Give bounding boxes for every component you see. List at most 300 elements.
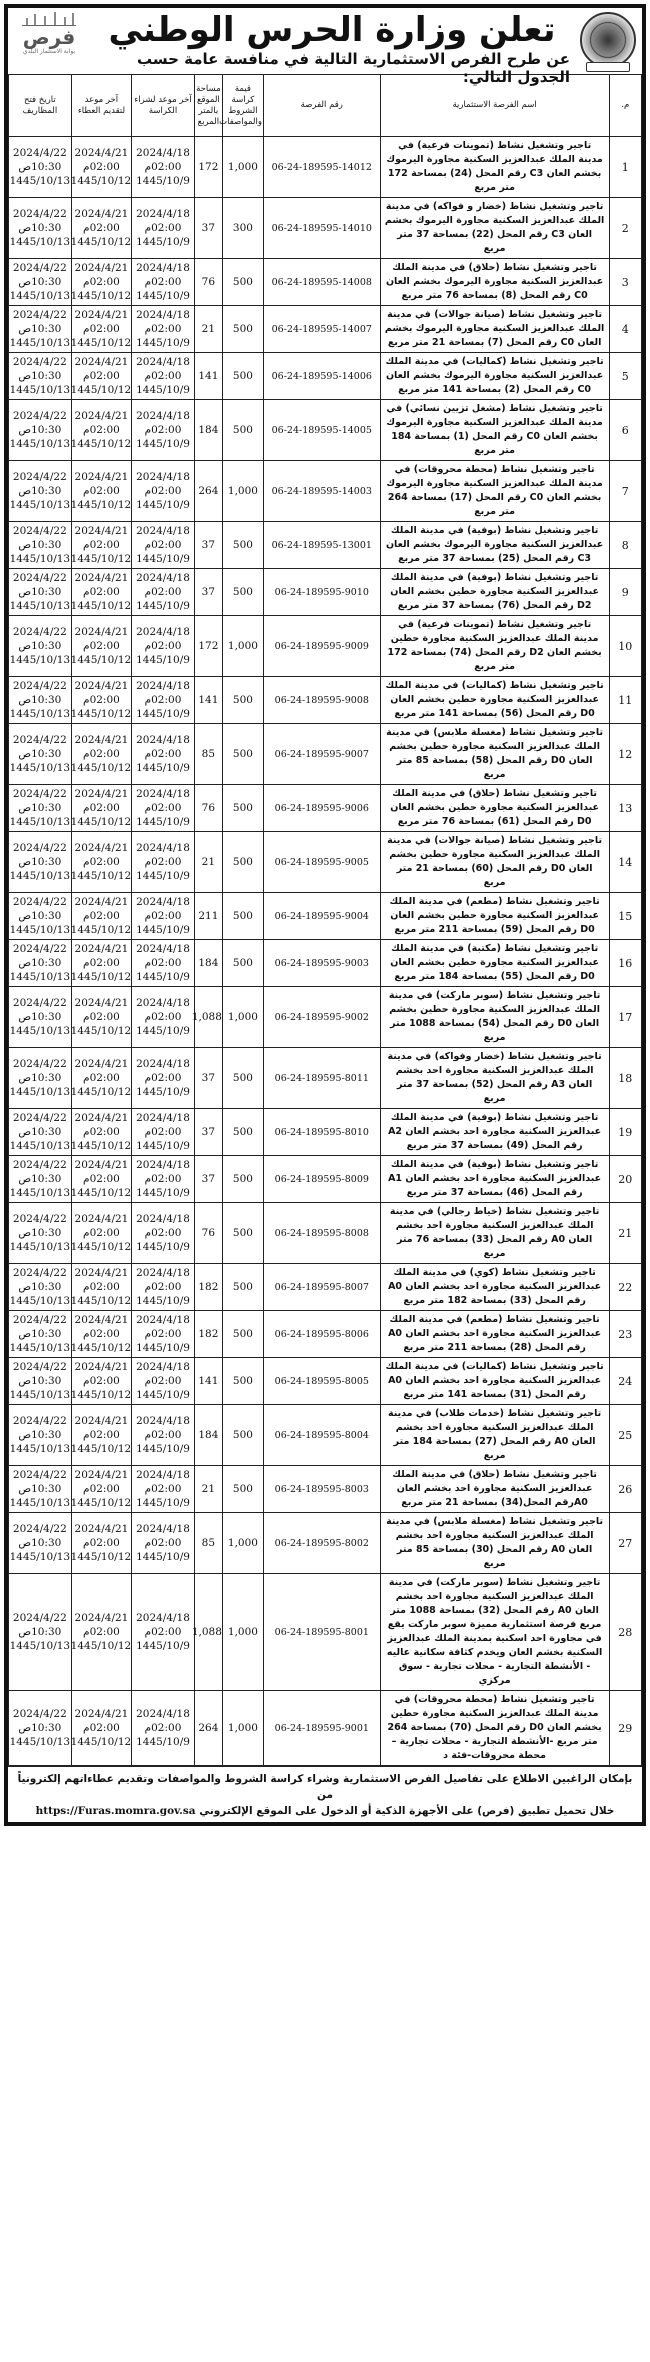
buy-deadline	[132, 1203, 195, 1264]
buy-deadline-time: 02:00م	[144, 222, 182, 234]
buy-deadline-hijri: 1445/10/9	[136, 870, 190, 882]
opening-date-hijri: 1445/10/13	[9, 816, 71, 828]
opening-date-gregorian: 2024/4/22	[12, 1361, 67, 1373]
opening-date	[9, 1358, 72, 1405]
buy-deadline-gregorian: 2024/4/18	[136, 1708, 190, 1720]
submit-deadline-gregorian: 2024/4/21	[74, 1708, 129, 1720]
opening-date-time: 10:30ص	[18, 1537, 62, 1549]
buy-deadline-gregorian: 2024/4/18	[136, 896, 190, 908]
row-index: 6	[609, 400, 641, 461]
submit-deadline	[71, 832, 131, 893]
opening-date	[9, 724, 72, 785]
submit-deadline-gregorian: 2024/4/21	[74, 262, 129, 274]
opportunity-number: 06-24-189595-9004	[263, 893, 380, 940]
submit-deadline-time: 02:00م	[83, 1375, 120, 1387]
opportunity-number: 06-24-189595-8008	[263, 1203, 380, 1264]
site-area: 21	[194, 306, 222, 353]
opportunity-name: تاجير وتشغيل نشاط (بوفية) في مدينة الملك عبدالعزيز السكنية مجاورة احد بخشم العان A2 رقم المحل (49) بمساحة 37 متر مربع	[380, 1109, 609, 1156]
opportunity-number: 06-24-189595-8007	[263, 1264, 380, 1311]
row-index: 27	[609, 1513, 641, 1574]
opening-date-time: 10:30ص	[18, 1375, 62, 1387]
opening-date-hijri: 1445/10/13	[9, 290, 71, 302]
opening-date-gregorian: 2024/4/22	[12, 997, 67, 1009]
table-row	[9, 353, 642, 400]
buy-deadline	[132, 987, 195, 1048]
buy-deadline-time: 02:00م	[144, 1483, 182, 1495]
opportunity-number: 06-24-189595-8010	[263, 1109, 380, 1156]
row-index: 9	[609, 569, 641, 616]
table-row	[9, 1048, 642, 1109]
buy-deadline-gregorian: 2024/4/18	[136, 1159, 190, 1171]
opening-date-hijri: 1445/10/13	[9, 1551, 71, 1563]
col-header-buy-deadline: آخر موعد لشراء الكراسة	[132, 75, 195, 137]
buy-deadline-hijri: 1445/10/9	[136, 1025, 190, 1037]
buy-deadline	[132, 785, 195, 832]
table-row	[9, 522, 642, 569]
booklet-price: 500	[222, 1203, 263, 1264]
buy-deadline	[132, 893, 195, 940]
opening-date-gregorian: 2024/4/22	[12, 1112, 67, 1124]
booklet-price: 300	[222, 198, 263, 259]
opening-date-hijri: 1445/10/13	[9, 1443, 71, 1455]
opening-date-gregorian: 2024/4/22	[12, 896, 67, 908]
opportunity-name: تاجير وتشغيل نشاط (تموينات فرعية) في مدينة الملك عبدالعزيز السكنية مجاورة حطين بخشم العان D2 رقم المحل (74) بمساحة 172 متر مربع	[380, 616, 609, 677]
opening-date-hijri: 1445/10/13	[9, 1140, 71, 1152]
buy-deadline-time: 02:00م	[144, 424, 182, 436]
buy-deadline-hijri: 1445/10/9	[136, 1342, 190, 1354]
footer-line-2-text: خلال تحميل تطبيق (فرص) على الأجهزة الذكية أو الدخول على الموقع الإلكتروني	[199, 1805, 615, 1817]
opportunity-number: 06-24-189595-14012	[263, 137, 380, 198]
booklet-price: 500	[222, 940, 263, 987]
table-row	[9, 785, 642, 832]
submit-deadline-time: 02:00م	[83, 539, 120, 551]
submit-deadline-gregorian: 2024/4/21	[74, 572, 129, 584]
buy-deadline-hijri: 1445/10/9	[136, 1140, 190, 1152]
opening-date-hijri: 1445/10/13	[9, 1497, 71, 1509]
opening-date-time: 10:30ص	[18, 694, 62, 706]
submit-deadline-time: 02:00م	[83, 957, 120, 969]
booklet-price: 500	[222, 1358, 263, 1405]
site-area: 182	[194, 1311, 222, 1358]
buy-deadline-hijri: 1445/10/9	[136, 1736, 190, 1748]
table-row	[9, 677, 642, 724]
opportunity-number: 06-24-189595-9006	[263, 785, 380, 832]
opportunity-name: تاجير وتشغيل نشاط (كماليات) في مدينة الملك عبدالعزيز السكنية مجاورة احد بخشم العان A0 رقم المحل (31) بمساحة 141 متر مربع	[380, 1358, 609, 1405]
submit-deadline-gregorian: 2024/4/21	[74, 788, 129, 800]
submit-deadline-gregorian: 2024/4/21	[74, 1523, 129, 1535]
opening-date	[9, 400, 72, 461]
buy-deadline-hijri: 1445/10/9	[136, 1295, 190, 1307]
opening-date-hijri: 1445/10/13	[9, 553, 71, 565]
opening-date-time: 10:30ص	[18, 910, 62, 922]
booklet-price: 500	[222, 1156, 263, 1203]
buy-deadline-time: 02:00م	[144, 1328, 182, 1340]
opening-date-gregorian: 2024/4/22	[12, 1523, 67, 1535]
buy-deadline-gregorian: 2024/4/18	[136, 1213, 190, 1225]
opening-date	[9, 461, 72, 522]
submit-deadline-hijri: 1445/10/12	[70, 1736, 132, 1748]
table-row	[9, 1358, 642, 1405]
submit-deadline	[71, 616, 131, 677]
submit-deadline-gregorian: 2024/4/21	[74, 734, 129, 746]
opportunity-number: 06-24-189595-8004	[263, 1405, 380, 1466]
opportunity-name: تاجير وتشغيل نشاط (حلاق) في مدينة الملك عبدالعزيز السكنية مجاورة احد بخشم العان A0رقم المحل(34) بمساحة 21 متر مربع	[380, 1466, 609, 1513]
submit-deadline-time: 02:00م	[83, 856, 120, 868]
opportunity-name: تاجير وتشغيل نشاط (مكتبة) في مدينة الملك عبدالعزيز السكنية مجاورة حطين بخشم العان D0 رقم المحل (55) بمساحة 184 متر مربع	[380, 940, 609, 987]
buy-deadline-hijri: 1445/10/9	[136, 290, 190, 302]
opening-date-time: 10:30ص	[18, 957, 62, 969]
opening-date-hijri: 1445/10/13	[9, 1736, 71, 1748]
opening-date	[9, 1466, 72, 1513]
submit-deadline-time: 02:00م	[83, 1328, 120, 1340]
submit-deadline-hijri: 1445/10/12	[70, 816, 132, 828]
opening-date-hijri: 1445/10/13	[9, 1025, 71, 1037]
buy-deadline-gregorian: 2024/4/18	[136, 525, 190, 537]
national-guard-emblem-icon	[580, 12, 636, 68]
submit-deadline-time: 02:00م	[83, 370, 120, 382]
row-index: 14	[609, 832, 641, 893]
opening-date-time: 10:30ص	[18, 748, 62, 760]
submit-deadline-time: 02:00م	[83, 1072, 120, 1084]
submit-deadline-hijri: 1445/10/12	[70, 236, 132, 248]
row-index: 17	[609, 987, 641, 1048]
buy-deadline	[132, 940, 195, 987]
buy-deadline-time: 02:00م	[144, 640, 182, 652]
submit-deadline-gregorian: 2024/4/21	[74, 1361, 129, 1373]
table-row	[9, 461, 642, 522]
site-area: 184	[194, 400, 222, 461]
opening-date-time: 10:30ص	[18, 1227, 62, 1239]
submit-deadline-gregorian: 2024/4/21	[74, 1612, 129, 1624]
buy-deadline	[132, 1109, 195, 1156]
submit-deadline	[71, 353, 131, 400]
furas-website-link[interactable]: https://Furas.momra.gov.sa	[35, 1805, 196, 1817]
buy-deadline-gregorian: 2024/4/18	[136, 1361, 190, 1373]
col-header-booklet-price: قيمة كراسة الشروط والمواصفات	[222, 75, 263, 137]
site-area: 211	[194, 893, 222, 940]
opening-date	[9, 1109, 72, 1156]
opening-date	[9, 1156, 72, 1203]
opening-date-gregorian: 2024/4/22	[12, 208, 67, 220]
submit-deadline-gregorian: 2024/4/21	[74, 943, 129, 955]
buy-deadline-hijri: 1445/10/9	[136, 1640, 190, 1652]
opening-date-hijri: 1445/10/13	[9, 337, 71, 349]
buy-deadline	[132, 306, 195, 353]
row-index: 24	[609, 1358, 641, 1405]
submit-deadline	[71, 400, 131, 461]
opportunity-name: تاجير وتشغيل نشاط (محطة محروقات) في مدينة الملك عبدالعزيز السكنية مجاورة اليرموك بخشم العان C0 رقم المحل (17) بمساحة 264 متر مربع	[380, 461, 609, 522]
opening-date-hijri: 1445/10/13	[9, 654, 71, 666]
opportunity-number: 06-24-189595-14008	[263, 259, 380, 306]
buy-deadline-gregorian: 2024/4/18	[136, 1612, 190, 1624]
opening-date	[9, 832, 72, 893]
opening-date-time: 10:30ص	[18, 1072, 62, 1084]
opportunity-number: 06-24-189595-14007	[263, 306, 380, 353]
opening-date-gregorian: 2024/4/22	[12, 842, 67, 854]
opening-date-gregorian: 2024/4/22	[12, 1267, 67, 1279]
submit-deadline-hijri: 1445/10/12	[70, 654, 132, 666]
site-area: 37	[194, 522, 222, 569]
table-row	[9, 987, 642, 1048]
submit-deadline-hijri: 1445/10/12	[70, 1497, 132, 1509]
buy-deadline-hijri: 1445/10/9	[136, 1389, 190, 1401]
buy-deadline-time: 02:00م	[144, 802, 182, 814]
opportunity-name: تاجير وتشغيل نشاط (سوبر ماركت) في مدينة الملك عبدالعزيز السكنية مجاورة حطين بخشم العان D0 رقم المحل (54) بمساحة 1088 متر مربع	[380, 987, 609, 1048]
row-index: 22	[609, 1264, 641, 1311]
submit-deadline-hijri: 1445/10/12	[70, 870, 132, 882]
buy-deadline	[132, 198, 195, 259]
submit-deadline	[71, 1311, 131, 1358]
site-area: 264	[194, 1691, 222, 1766]
opening-date-hijri: 1445/10/13	[9, 1342, 71, 1354]
opening-date-gregorian: 2024/4/22	[12, 1469, 67, 1481]
row-index: 16	[609, 940, 641, 987]
opening-date-gregorian: 2024/4/22	[12, 262, 67, 274]
submit-deadline-hijri: 1445/10/12	[70, 600, 132, 612]
opening-date-time: 10:30ص	[18, 1328, 62, 1340]
opening-date-time: 10:30ص	[18, 424, 62, 436]
submit-deadline-gregorian: 2024/4/21	[74, 356, 129, 368]
booklet-price: 500	[222, 724, 263, 785]
tender-advertisement	[4, 4, 646, 1826]
buy-deadline-time: 02:00م	[144, 1375, 182, 1387]
submit-deadline	[71, 1405, 131, 1466]
submit-deadline-time: 02:00م	[83, 485, 120, 497]
row-index: 15	[609, 893, 641, 940]
opportunity-name: تاجير وتشغيل نشاط (مشغل تزيين نسائي) في مدينة الملك عبدالعزيز السكنية مجاورة اليرموك بخشم العان C0 رقم المحل (1) بمساحة 184 متر مربع	[380, 400, 609, 461]
submit-deadline-time: 02:00م	[83, 1173, 120, 1185]
buy-deadline-time: 02:00م	[144, 1722, 182, 1734]
booklet-price: 1,000	[222, 461, 263, 522]
buy-deadline-hijri: 1445/10/9	[136, 1497, 190, 1509]
opening-date-hijri: 1445/10/13	[9, 1086, 71, 1098]
buy-deadline-time: 02:00م	[144, 539, 182, 551]
buy-deadline	[132, 1358, 195, 1405]
opening-date-time: 10:30ص	[18, 586, 62, 598]
buy-deadline-gregorian: 2024/4/18	[136, 356, 190, 368]
opportunity-name: تاجير وتشغيل نشاط (بوفية) في مدينة الملك عبدالعزيز السكنية مجاورة حطين بخشم العان D2 رقم المحل (76) بمساحة 37 متر مربع	[380, 569, 609, 616]
site-area: 76	[194, 1203, 222, 1264]
buy-deadline-hijri: 1445/10/9	[136, 1086, 190, 1098]
site-area: 37	[194, 569, 222, 616]
submit-deadline-hijri: 1445/10/12	[70, 337, 132, 349]
opening-date-time: 10:30ص	[18, 1626, 62, 1638]
opportunity-number: 06-24-189595-9007	[263, 724, 380, 785]
submit-deadline-time: 02:00م	[83, 1011, 120, 1023]
opening-date-gregorian: 2024/4/22	[12, 943, 67, 955]
table-row	[9, 1466, 642, 1513]
buy-deadline-hijri: 1445/10/9	[136, 384, 190, 396]
submit-deadline	[71, 198, 131, 259]
booklet-price: 500	[222, 522, 263, 569]
opportunity-name: تاجير وتشغيل نشاط (كوي) في مدينة الملك عبدالعزيز السكنية مجاورة احد بخشم العان A0 رقم المحل (33) بمساحة 182 متر مربع	[380, 1264, 609, 1311]
buy-deadline	[132, 400, 195, 461]
buy-deadline-hijri: 1445/10/9	[136, 816, 190, 828]
booklet-price: 500	[222, 569, 263, 616]
buy-deadline	[132, 1574, 195, 1691]
row-index: 18	[609, 1048, 641, 1109]
buy-deadline-gregorian: 2024/4/18	[136, 1267, 190, 1279]
col-header-area: مساحة الموقع بالمتر المربع	[194, 75, 222, 137]
submit-deadline-gregorian: 2024/4/21	[74, 1213, 129, 1225]
submit-deadline-gregorian: 2024/4/21	[74, 525, 129, 537]
site-area: 21	[194, 1466, 222, 1513]
buy-deadline-time: 02:00م	[144, 1011, 182, 1023]
table-row	[9, 137, 642, 198]
buy-deadline-gregorian: 2024/4/18	[136, 1314, 190, 1326]
opening-date	[9, 198, 72, 259]
submit-deadline-gregorian: 2024/4/21	[74, 1058, 129, 1070]
opening-date	[9, 1405, 72, 1466]
opening-date-time: 10:30ص	[18, 485, 62, 497]
site-area: 37	[194, 198, 222, 259]
opportunity-name: تاجير وتشغيل نشاط (خضار وفواكه) في مدينة الملك عبدالعزيز السكنية مجاورة احد بخشم العان A3 رقم المحل (52) بمساحة 37 متر مربع	[380, 1048, 609, 1109]
submit-deadline-time: 02:00م	[83, 910, 120, 922]
site-area: 1,088	[194, 987, 222, 1048]
submit-deadline-gregorian: 2024/4/21	[74, 208, 129, 220]
booklet-price: 1,000	[222, 987, 263, 1048]
site-area: 182	[194, 1264, 222, 1311]
buy-deadline-hijri: 1445/10/9	[136, 762, 190, 774]
submit-deadline	[71, 1358, 131, 1405]
opening-date	[9, 785, 72, 832]
site-area: 37	[194, 1156, 222, 1203]
buy-deadline-hijri: 1445/10/9	[136, 236, 190, 248]
booklet-price: 500	[222, 893, 263, 940]
site-area: 184	[194, 940, 222, 987]
title-block	[84, 10, 580, 86]
opportunity-name: تاجير وتشغيل نشاط (حلاق) في مدينة الملك عبدالعزيز السكنية مجاورة حطين بخشم العان D0 رقم المحل (61) بمساحة 76 متر مربع	[380, 785, 609, 832]
site-area: 76	[194, 785, 222, 832]
opportunity-number: 06-24-189595-9001	[263, 1691, 380, 1766]
opening-date-time: 10:30ص	[18, 539, 62, 551]
opportunity-name: تاجير وتشغيل نشاط (محطة محروقات) في مدينة الملك عبدالعزيز السكنية مجاورة حطين بخشم العان D0 رقم المحل (70) بمساحة 264 متر مربع -الأنشطة التجارية - محلات تجارية – محطة محروقات-فئة د	[380, 1691, 609, 1766]
buy-deadline	[132, 1405, 195, 1466]
opening-date-time: 10:30ص	[18, 161, 62, 173]
opportunity-number: 06-24-189595-8006	[263, 1311, 380, 1358]
submit-deadline-time: 02:00م	[83, 802, 120, 814]
opening-date-gregorian: 2024/4/22	[12, 525, 67, 537]
buy-deadline-gregorian: 2024/4/18	[136, 309, 190, 321]
buy-deadline	[132, 1466, 195, 1513]
submit-deadline-hijri: 1445/10/12	[70, 1187, 132, 1199]
submit-deadline	[71, 893, 131, 940]
booklet-price: 500	[222, 306, 263, 353]
opening-date-gregorian: 2024/4/22	[12, 1159, 67, 1171]
submit-deadline-hijri: 1445/10/12	[70, 924, 132, 936]
submit-deadline-hijri: 1445/10/12	[70, 1295, 132, 1307]
opening-date-hijri: 1445/10/13	[9, 175, 71, 187]
emblem-center	[590, 22, 626, 58]
buy-deadline-time: 02:00م	[144, 276, 182, 288]
opportunity-name: تاجير وتشغيل نشاط (خضار و فواكه) في مدينة الملك عبدالعزيز السكنية مجاورة اليرموك بخشم العان C3 رقم المحل (22) بمساحة 37 متر مربع	[380, 198, 609, 259]
buy-deadline	[132, 1156, 195, 1203]
buy-deadline-hijri: 1445/10/9	[136, 553, 190, 565]
submit-deadline-time: 02:00م	[83, 1429, 120, 1441]
submit-deadline-hijri: 1445/10/12	[70, 553, 132, 565]
submit-deadline	[71, 461, 131, 522]
opening-date-time: 10:30ص	[18, 323, 62, 335]
buy-deadline	[132, 1513, 195, 1574]
buy-deadline	[132, 1264, 195, 1311]
buy-deadline-time: 02:00م	[144, 1281, 182, 1293]
opening-date-hijri: 1445/10/13	[9, 924, 71, 936]
opening-date-gregorian: 2024/4/22	[12, 1058, 67, 1070]
opening-date	[9, 1691, 72, 1766]
submit-deadline	[71, 724, 131, 785]
table-row	[9, 832, 642, 893]
buy-deadline-gregorian: 2024/4/18	[136, 410, 190, 422]
submit-deadline	[71, 1466, 131, 1513]
table-row	[9, 724, 642, 785]
opening-date-hijri: 1445/10/13	[9, 384, 71, 396]
buy-deadline-time: 02:00م	[144, 161, 182, 173]
submit-deadline-time: 02:00م	[83, 1483, 120, 1495]
buy-deadline-time: 02:00م	[144, 910, 182, 922]
submit-deadline	[71, 569, 131, 616]
buy-deadline	[132, 1691, 195, 1766]
table-row	[9, 306, 642, 353]
submit-deadline	[71, 137, 131, 198]
opportunity-name: تاجير وتشغيل نشاط (بوفية) في مدينة الملك عبدالعزيز السكنية مجاورة اليرموك بخشم العان C3 رقم المحل (25) بمساحة 37 متر مربع	[380, 522, 609, 569]
submit-deadline-hijri: 1445/10/12	[70, 971, 132, 983]
booklet-price: 500	[222, 1466, 263, 1513]
buy-deadline-hijri: 1445/10/9	[136, 971, 190, 983]
opening-date-gregorian: 2024/4/22	[12, 356, 67, 368]
opportunity-number: 06-24-189595-8009	[263, 1156, 380, 1203]
opening-date-time: 10:30ص	[18, 276, 62, 288]
opening-date	[9, 259, 72, 306]
row-index: 12	[609, 724, 641, 785]
table-body	[9, 137, 642, 1766]
buy-deadline	[132, 522, 195, 569]
buy-deadline-time: 02:00م	[144, 748, 182, 760]
submit-deadline-hijri: 1445/10/12	[70, 1389, 132, 1401]
opening-date	[9, 353, 72, 400]
buy-deadline-gregorian: 2024/4/18	[136, 997, 190, 1009]
opportunity-name: تاجير وتشغيل نشاط (صيانة جوالات) في مدينة الملك عبدالعزيز السكنية مجاورة حطين بخشم العان D0 رقم المحل (60) بمساحة 21 متر مربع	[380, 832, 609, 893]
opening-date-time: 10:30ص	[18, 1126, 62, 1138]
booklet-price: 500	[222, 1311, 263, 1358]
buy-deadline-hijri: 1445/10/9	[136, 499, 190, 511]
submit-deadline-time: 02:00م	[83, 1626, 120, 1638]
opening-date-gregorian: 2024/4/22	[12, 1612, 67, 1624]
opening-date-hijri: 1445/10/13	[9, 1389, 71, 1401]
opening-date-hijri: 1445/10/13	[9, 708, 71, 720]
opening-date-hijri: 1445/10/13	[9, 600, 71, 612]
opportunity-number: 06-24-189595-14003	[263, 461, 380, 522]
opening-date-time: 10:30ص	[18, 1722, 62, 1734]
submit-deadline-time: 02:00م	[83, 323, 120, 335]
buy-deadline-gregorian: 2024/4/18	[136, 788, 190, 800]
row-index: 29	[609, 1691, 641, 1766]
opening-date-time: 10:30ص	[18, 640, 62, 652]
row-index: 8	[609, 522, 641, 569]
opportunity-name: تاجير وتشغيل نشاط (كماليات) في مدينة الملك عبدالعزيز السكنية مجاورة حطين بخشم العان D0 رقم المحل (56) بمساحة 141 متر مربع	[380, 677, 609, 724]
buy-deadline-time: 02:00م	[144, 1626, 182, 1638]
submit-deadline-gregorian: 2024/4/21	[74, 896, 129, 908]
col-header-index: م.	[609, 75, 641, 137]
opportunity-number: 06-24-189595-8001	[263, 1574, 380, 1691]
buy-deadline-hijri: 1445/10/9	[136, 175, 190, 187]
booklet-price: 1,000	[222, 1574, 263, 1691]
row-index: 13	[609, 785, 641, 832]
site-area: 21	[194, 832, 222, 893]
submit-deadline-gregorian: 2024/4/21	[74, 997, 129, 1009]
booklet-price: 1,000	[222, 137, 263, 198]
submit-deadline-time: 02:00م	[83, 640, 120, 652]
buy-deadline	[132, 461, 195, 522]
